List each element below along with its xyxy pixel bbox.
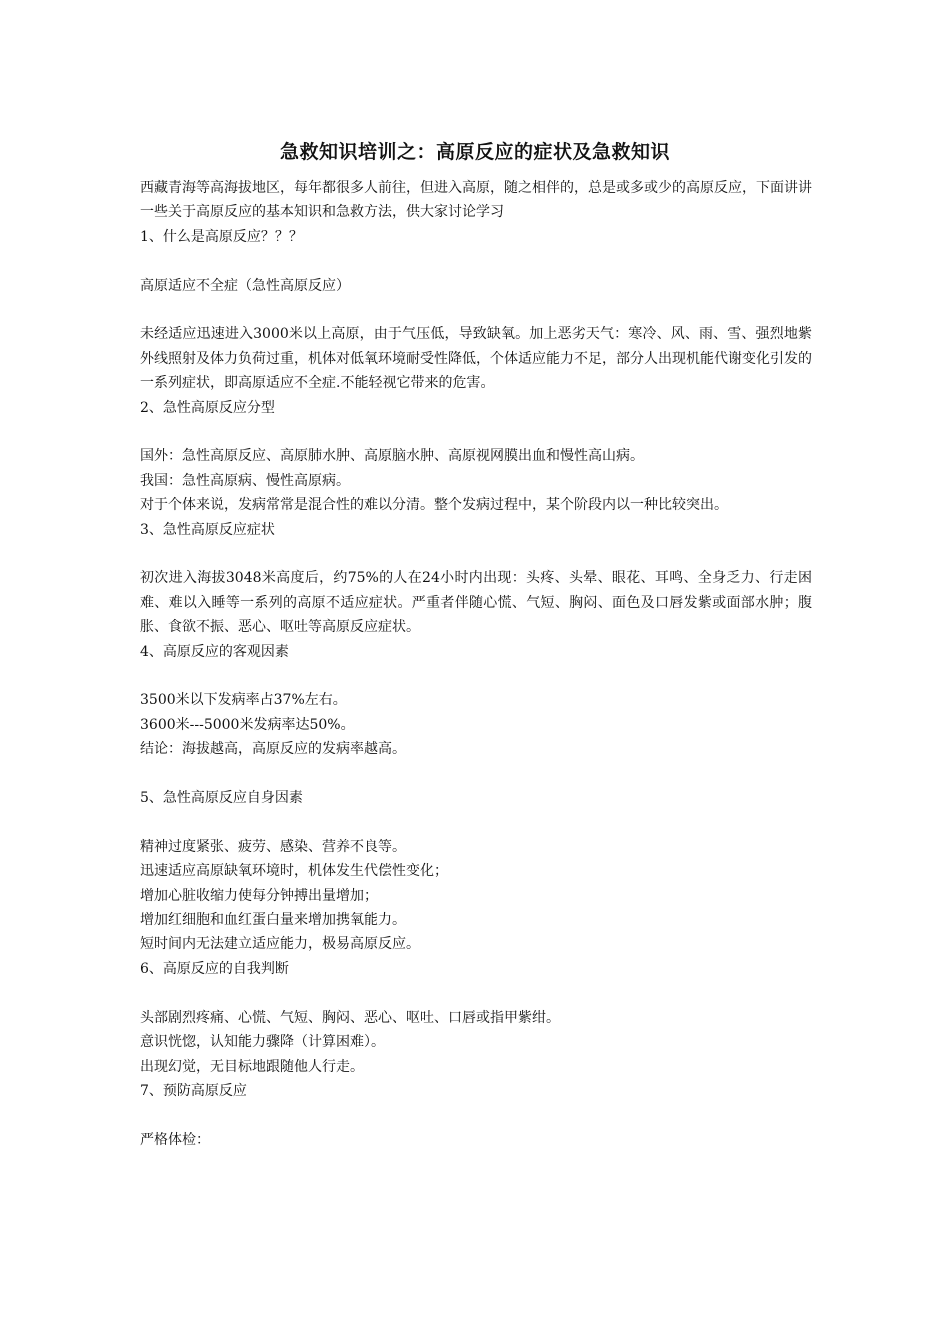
- section-5-line: 增加心脏收缩力使每分钟搏出量增加；: [140, 887, 378, 904]
- section-heading-5: 5、急性高原反应自身因素: [140, 790, 303, 807]
- blank-line: [140, 1103, 812, 1127]
- blank-line: [140, 664, 812, 688]
- section-4-line: 3600米---5000米发病率达50%。: [140, 716, 355, 733]
- section-5-line: 迅速适应高原缺氧环境时，机体发生代偿性变化；: [140, 863, 448, 880]
- blank-line: [140, 542, 812, 566]
- blank-line: [140, 762, 812, 786]
- section-heading-1: 1、什么是高原反应？？？: [140, 228, 303, 245]
- section-1-subtitle: 高原适应不全症（急性高原反应）: [140, 277, 350, 294]
- blank-line: [140, 981, 812, 1005]
- section-2-line: 我国：急性高原病、慢性高原病。: [140, 472, 350, 489]
- section-5-line: 增加红细胞和血红蛋白量来增加携氧能力。: [140, 912, 406, 929]
- blank-line: [140, 298, 812, 322]
- section-6-line: 意识恍惚，认知能力骤降（计算困难）。: [140, 1034, 385, 1051]
- section-6-line: 出现幻觉，无目标地跟随他人行走。: [140, 1058, 364, 1075]
- section-heading-2: 2、急性高原反应分型: [140, 399, 275, 416]
- blank-line: [140, 249, 812, 273]
- section-2-line: 国外：急性高原反应、高原肺水肿、高原脑水肿、高原视网膜出血和慢性高山病。: [140, 448, 644, 465]
- blank-line: [140, 810, 812, 834]
- section-3-paragraph: 初次进入海拔3048米高度后，约75%的人在24小时内出现：头疼、头晕、眼花、耳鸣、全身乏力、行走困难、难以入睡等一系列的高原不适应症状。严重者伴随心慌、气短、胸闷、面色及口唇发紫或面部水肿；腹胀、食欲不振、恶心、呕吐等高原反应症状。: [140, 570, 812, 636]
- document-title: 急救知识培训之：高原反应的症状及急救知识: [279, 141, 670, 163]
- section-heading-3: 3、急性高原反应症状: [140, 521, 275, 538]
- document-body: [140, 176, 812, 1152]
- section-4-line: 结论：海拔越高，高原反应的发病率越高。: [140, 741, 406, 758]
- intro-paragraph: 西藏青海等高海拔地区，每年都很多人前往，但进入高原，随之相伴的，总是或多或少的高原反应，下面讲讲一些关于高原反应的基本知识和急救方法，供大家讨论学习: [140, 180, 812, 221]
- section-7-line: 严格体检：: [140, 1131, 210, 1148]
- section-4-line: 3500米以下发病率占37%左右。: [140, 692, 347, 709]
- section-heading-4: 4、高原反应的客观因素: [140, 643, 289, 660]
- section-2-line: 对于个体来说，发病常常是混合性的难以分清。整个发病过程中，某个阶段内以一种比较突出。: [140, 497, 728, 514]
- section-heading-7: 7、预防高原反应: [140, 1082, 247, 1099]
- section-5-line: 精神过度紧张、疲劳、感染、营养不良等。: [140, 838, 406, 855]
- section-5-line: 短时间内无法建立适应能力，极易高原反应。: [140, 936, 420, 953]
- section-1-paragraph: 未经适应迅速进入3000米以上高原，由于气压低，导致缺氧。加上恶劣天气：寒冷、风、雨、雪、强烈地紫外线照射及体力负荷过重，机体对低氧环境耐受性降低，个体适应能力不足，部分人出现机能代谢变化引发的一系列症状，即高原适应不全症.不能轻视它带来的危害。: [140, 326, 812, 392]
- blank-line: [140, 420, 812, 444]
- section-6-line: 头部剧烈疼痛、心慌、气短、胸闷、恶心、呕吐、口唇或指甲紫绀。: [140, 1009, 560, 1026]
- section-heading-6: 6、高原反应的自我判断: [140, 960, 289, 977]
